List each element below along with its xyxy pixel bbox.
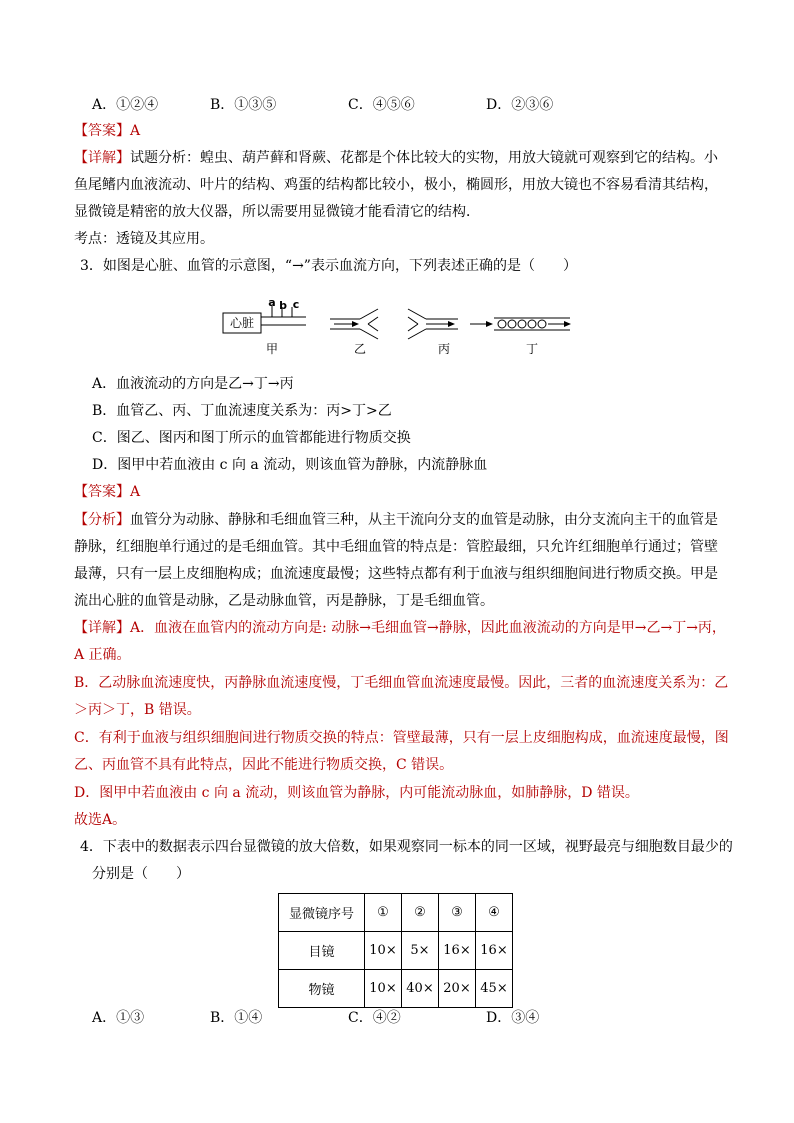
table-row (279, 970, 513, 1008)
q3-option-c: C．图乙、图丙和图丁所示的血管都能进行物质交换 (92, 430, 411, 446)
table-cell: 5× (402, 932, 439, 970)
q2-kaodian: 考点：透镜及其应用。 (74, 231, 214, 247)
q3-analysis-text-1: 血管分为动脉、静脉和毛细血管三种，从主干流向分支的血管是动脉，由分支流向主干的血管是 (130, 512, 718, 528)
q3-analysis-line-2: 静脉，红细胞单行通过的是毛细血管。其中毛细血管的特点是：管腔最细，只允许红细胞单行通过；管壁 (74, 539, 718, 555)
q3-option-b: B．血管乙、丙、丁血流速度关系为：丙>丁>乙 (92, 403, 392, 419)
table-cell: 目镜 (279, 932, 365, 970)
q2-detail-line-1 (74, 148, 718, 168)
q3-detail-line-c2: 乙、丙血管不具有此特点，因此不能进行物质交换，C 错误。 (74, 757, 454, 773)
label-a: a (268, 297, 276, 309)
table-cell: 物镜 (279, 970, 365, 1008)
table-cell: 10× (365, 932, 402, 970)
q2-option-b: B．①③⑤ (210, 97, 277, 113)
table-header-cell: ③ (439, 894, 476, 932)
q4-option-b: B．①④ (210, 1010, 263, 1026)
heart-label: 心脏 (229, 316, 255, 330)
q3-option-d: D．图甲中若血液由 c 向 a 流动，则该血管为静脉，内流静脉血 (92, 457, 488, 473)
q3-detail-line-c1: C．有利于血液与组织细胞间进行物质交换的特点：管壁最薄，只有一层上皮细胞构成，血流速度最慢，图 (74, 730, 729, 746)
q3-detail-line-a2: A 正确。 (74, 647, 131, 663)
q3-conclusion: 故选A。 (74, 812, 127, 828)
q3-detail-tag: 【详解】 (74, 620, 130, 636)
q3-analysis-line-3: 最薄，只有一层上皮细胞构成；血流速度最慢；这些特点都有利于血液与组织细胞间进行物质交换。甲是 (74, 566, 718, 582)
q3-vessel-diagram (220, 297, 580, 359)
label-b: b (279, 299, 287, 312)
q4-stem-line-2: 分别是（ ） (92, 866, 190, 882)
q2-answer: 【答案】A (74, 123, 141, 139)
q3-analysis-tag: 【分析】 (74, 512, 130, 528)
label-c: c (292, 298, 300, 311)
table-header-cell: ① (365, 894, 402, 932)
q3-detail-line-a1 (74, 618, 726, 638)
q3-analysis-line-1 (74, 510, 718, 530)
table-cell: 16× (476, 932, 513, 970)
table-header-cell: ④ (476, 894, 513, 932)
table-cell: 45× (476, 970, 513, 1008)
q4-option-a: A．①③ (92, 1010, 145, 1026)
label-yi: 乙 (353, 342, 367, 356)
label-jia: 甲 (265, 342, 279, 356)
table-cell: 16× (439, 932, 476, 970)
table-header-cell: ② (402, 894, 439, 932)
q3-analysis-line-4: 流出心脏的血管是动脉，乙是动脉血管，丙是静脉，丁是毛细血管。 (74, 593, 494, 609)
q2-detail-tag: 【详解】 (74, 150, 130, 166)
q3-detail-line-b2: ＞丙＞丁，B 错误。 (74, 702, 201, 718)
q3-option-a: A．血液流动的方向是乙→丁→丙 (92, 376, 294, 392)
q2-option-d: D．②③⑥ (486, 97, 554, 113)
q3-answer: 【答案】A (74, 484, 141, 500)
q3-detail-line-d1: D．图甲中若血液由 c 向 a 流动，则该血管为静脉，内可能流动脉血，如肺静脉，D 错误。 (74, 785, 639, 801)
q4-microscope-table (278, 893, 513, 1008)
q3-detail-text-a1: A．血液在血管内的流动方向是: 动脉→毛细血管→静脉，因此血液流动的方向是甲→乙→丁→丙， (130, 620, 726, 636)
q2-option-a: A．①②④ (92, 97, 159, 113)
table-header-row (279, 894, 513, 932)
table-row (279, 932, 513, 970)
table-header-cell: 显微镜序号 (279, 894, 365, 932)
q4-stem-line-1: 4．下表中的数据表示四台显微镜的放大倍数，如果观察同一标本的同一区域，视野最亮与细胞数目最少的 (80, 839, 733, 855)
table-cell: 10× (365, 970, 402, 1008)
q2-option-c: C．④⑤⑥ (348, 97, 415, 113)
q3-detail-line-b1: B．乙动脉血流速度快，丙静脉血流速度慢，丁毛细血管血流速度最慢。因此，三者的血流速度关系为：乙 (74, 675, 729, 691)
table-cell: 40× (402, 970, 439, 1008)
q2-detail-line-3: 显微镜是精密的放大仪器，所以需要用显微镜才能看清它的结构． (74, 204, 480, 220)
q4-option-c: C．④② (348, 1010, 401, 1026)
label-ding: 丁 (525, 342, 539, 356)
q4-option-d: D．③④ (486, 1010, 540, 1026)
q2-detail-line-2: 鱼尾鳍内血液流动、叶片的结构、鸡蛋的结构都比较小，极小，椭圆形，用放大镜也不容易看清其结构， (74, 177, 718, 193)
label-bing: 丙 (437, 342, 451, 356)
table-cell: 20× (439, 970, 476, 1008)
q2-detail-text-1: 试题分析：蝗虫、葫芦藓和肾蕨、花都是个体比较大的实物，用放大镜就可观察到它的结构。小 (130, 150, 718, 166)
q3-stem: 3．如图是心脏、血管的示意图，“→”表示血流方向，下列表述正确的是（ ） (80, 258, 577, 274)
